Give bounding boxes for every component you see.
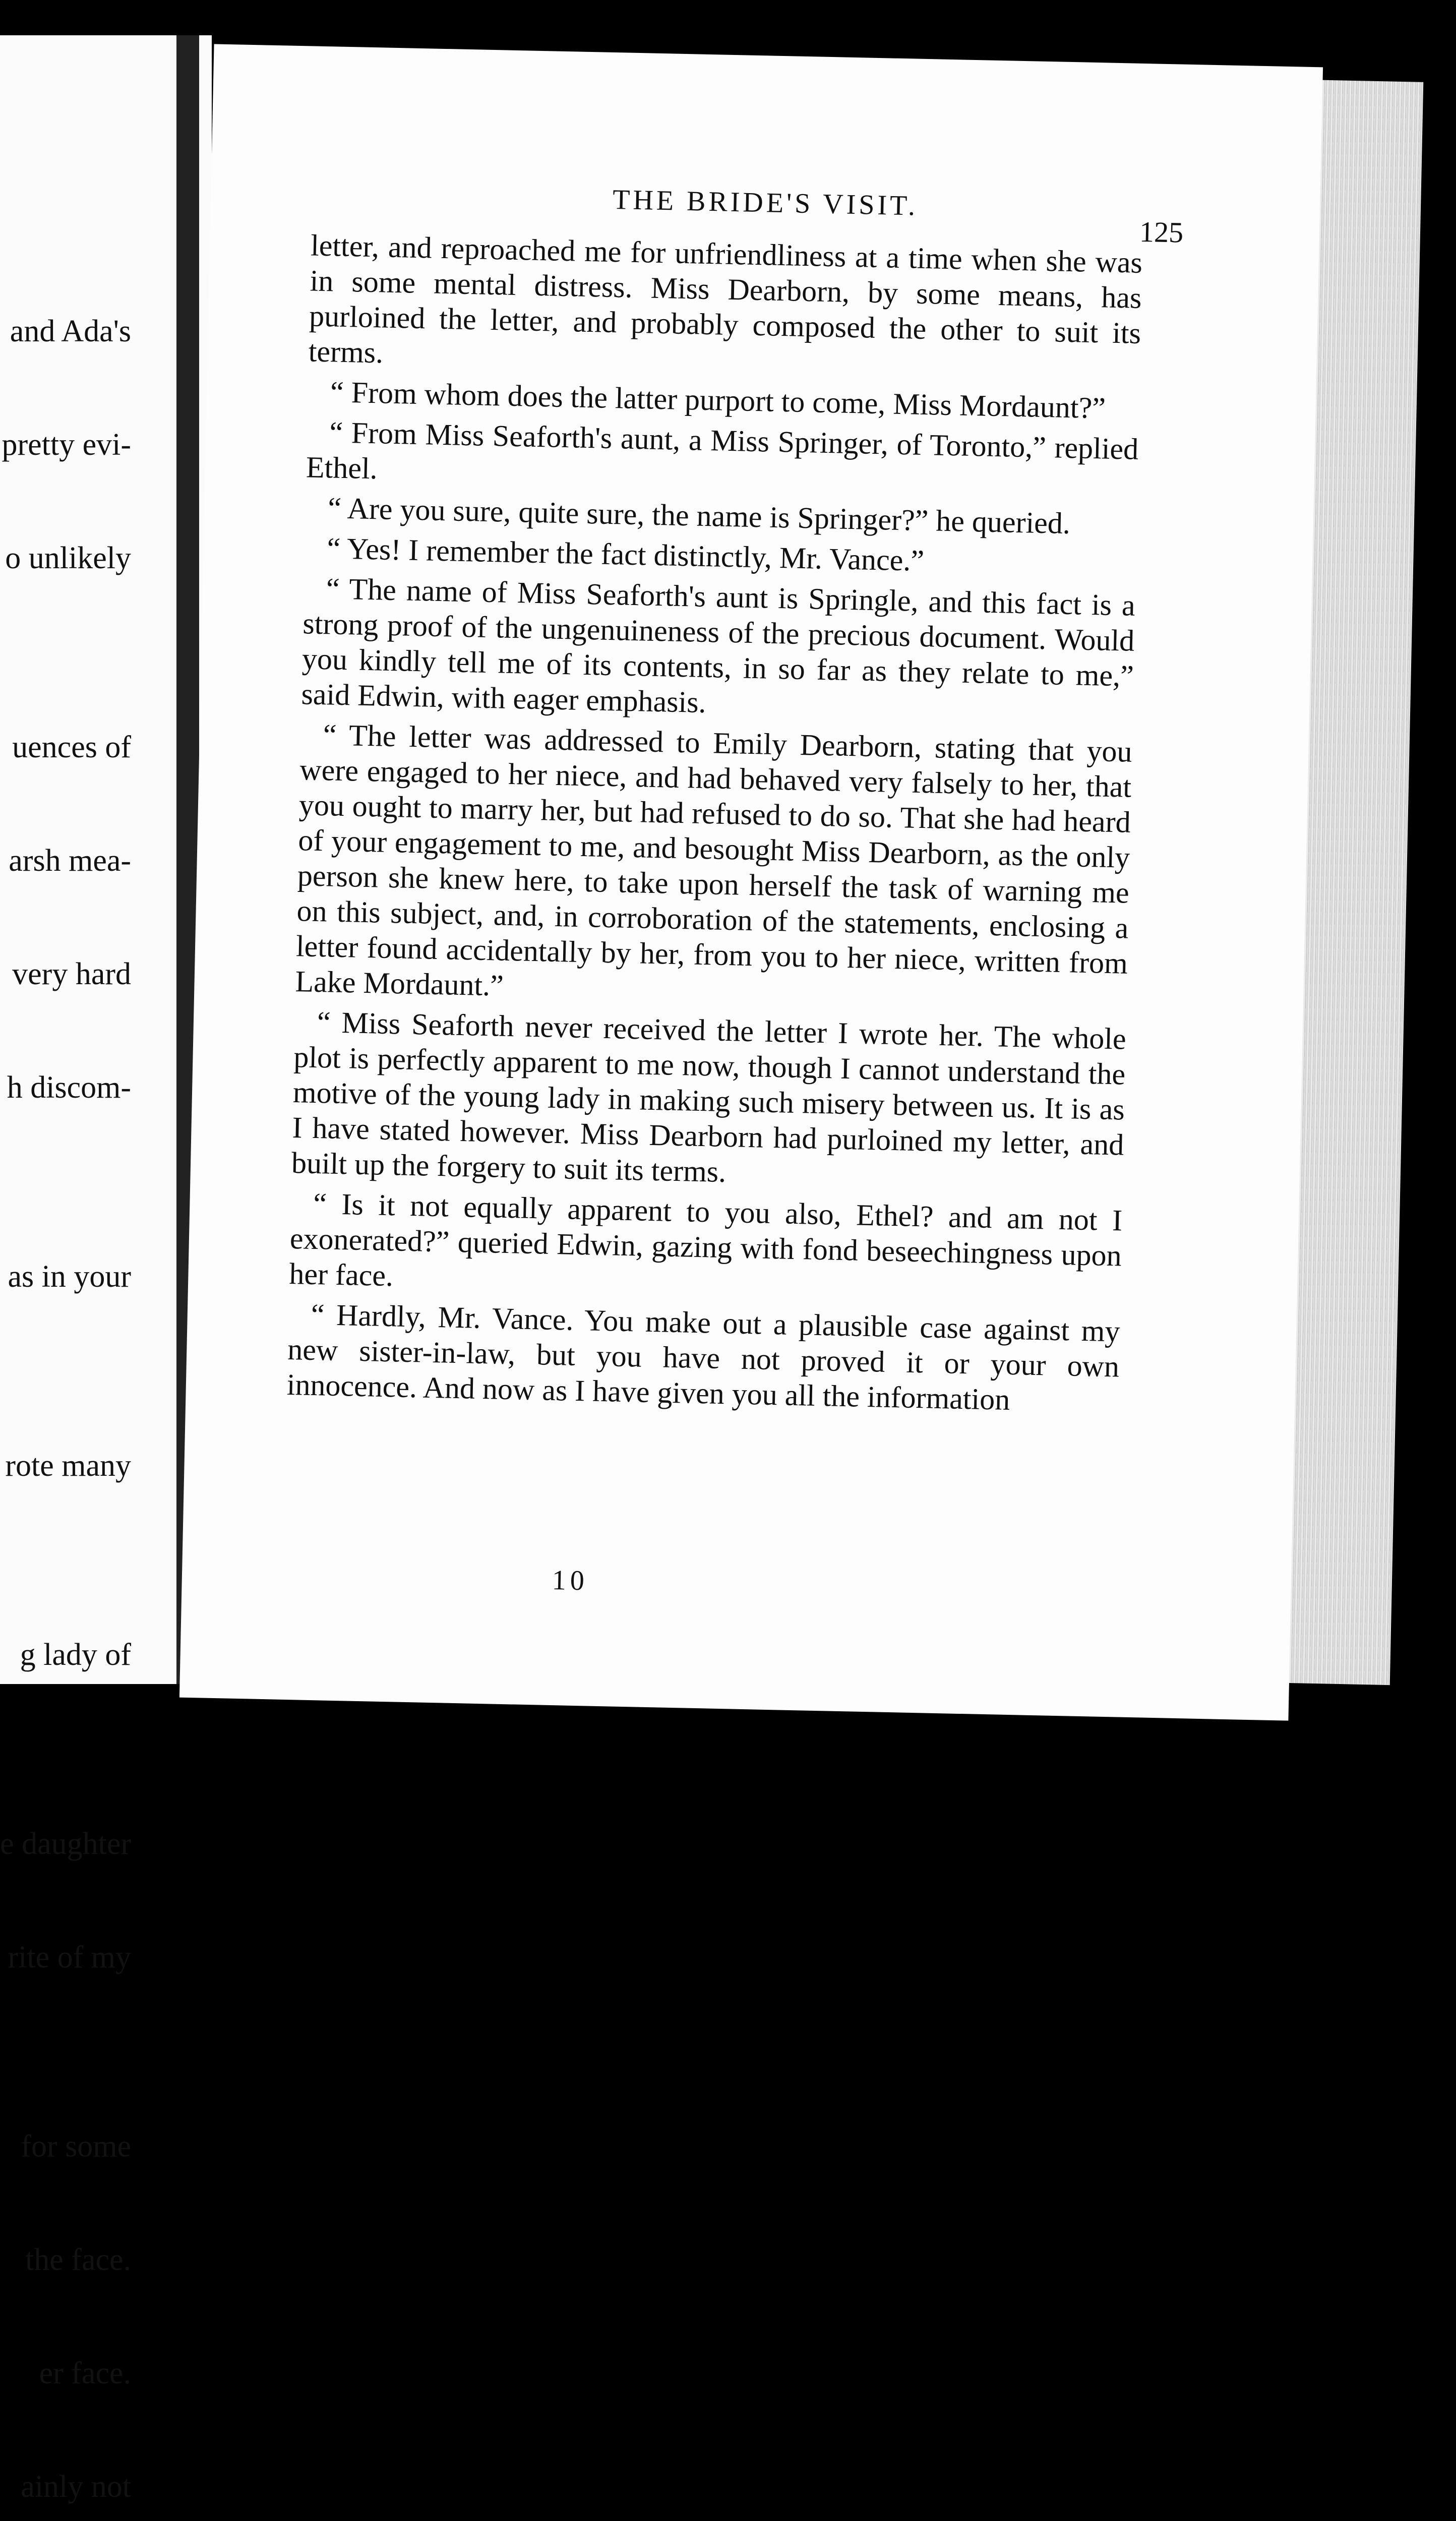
text-line: h discom- [7,1070,131,1105]
paragraph: “ Hardly, Mr. Vance. You make out a plausible case against my new sister-in-law, but you have not proved it or your own innocence. And now as I have given you all the information [286,1297,1121,1416]
text-line: and Ada's [10,314,131,348]
body-text [286,227,1143,1424]
paragraph: “ Miss Seaforth never received the letter I wrote her. The whole plot is perfectly apparent to me now, though I cannot understand the motive of the young lady in making such misery between us. It is as I have stated however. Miss Dearborn had purloined my letter, and built up the forgery to suit its terms. [291,1005,1127,1189]
page-number: 125 [1139,215,1184,249]
text-line: arsh mea- [9,844,131,878]
paragraph: “ Are you sure, quite sure, the name is Springer?” he queried. [327,491,1071,541]
text-line: the face. [25,2243,131,2277]
previous-page-text [0,237,131,2521]
text-line: for some [21,2129,131,2164]
book-page [179,44,1323,1720]
text-line: as in your [8,1259,131,1294]
text-line: er face. [39,2356,131,2390]
paragraph: “ The name of Miss Seaforth's aunt is Springle, and this fact is a strong proof of the ungenuineness of the precious document. Would you kindly tell me of its contents, in so far as they relate to me,” said Edwin, with eager emphasis. [300,572,1136,719]
paragraph: “ The letter was addressed to Emily Dearborn, stating that you were engaged to her niece, and had behaved very falsely to her, that you ought to marry her, but had refused to do so. That she had heard of your engagement to me, and besought Miss Dearborn, as the only person she knew here, to take upon herself the task of warning me on this subject, and, in corroboration of the statements, enclosing a letter found accidentally by her, from you to her niece, written from Lake Mordaunt.” [295,718,1133,1002]
text-line: o unlikely [5,541,131,575]
text-line: g lady of [20,1638,131,1672]
text-line: uences of [12,730,131,764]
paragraph: “ From whom does the latter purport to come, Miss Mordaunt?” [330,375,1106,425]
text-line: pretty evi- [2,428,131,462]
paragraph: letter, and reproached me for unfriendliness at a time when she was in some mental distress. Miss Dearborn, by some means, has purloined the letter, and probably composed the other to suit its terms. [308,228,1143,370]
text-line: ainly not [21,2470,131,2504]
paragraph: “ From Miss Seaforth's aunt, a Miss Springer, of Toronto,” replied Ethel. [306,415,1139,486]
text-line: rite of my [8,1940,131,1974]
running-head: THE BRIDE'S VISIT. [612,184,919,222]
paragraph: “ Yes! I remember the fact distinctly, Mr. Vance.” [327,531,925,578]
text-line: e daughter [0,1827,131,1861]
signature-mark: 10 [552,1565,589,1597]
paragraph: “ Is it not equally apparent to you also, Ethel? and am not I exonerated?” queried Edwin, gazing with fond beseechingness upon her face. [288,1186,1123,1293]
text-line: rote many [5,1449,131,1483]
text-line: very hard [12,957,131,991]
